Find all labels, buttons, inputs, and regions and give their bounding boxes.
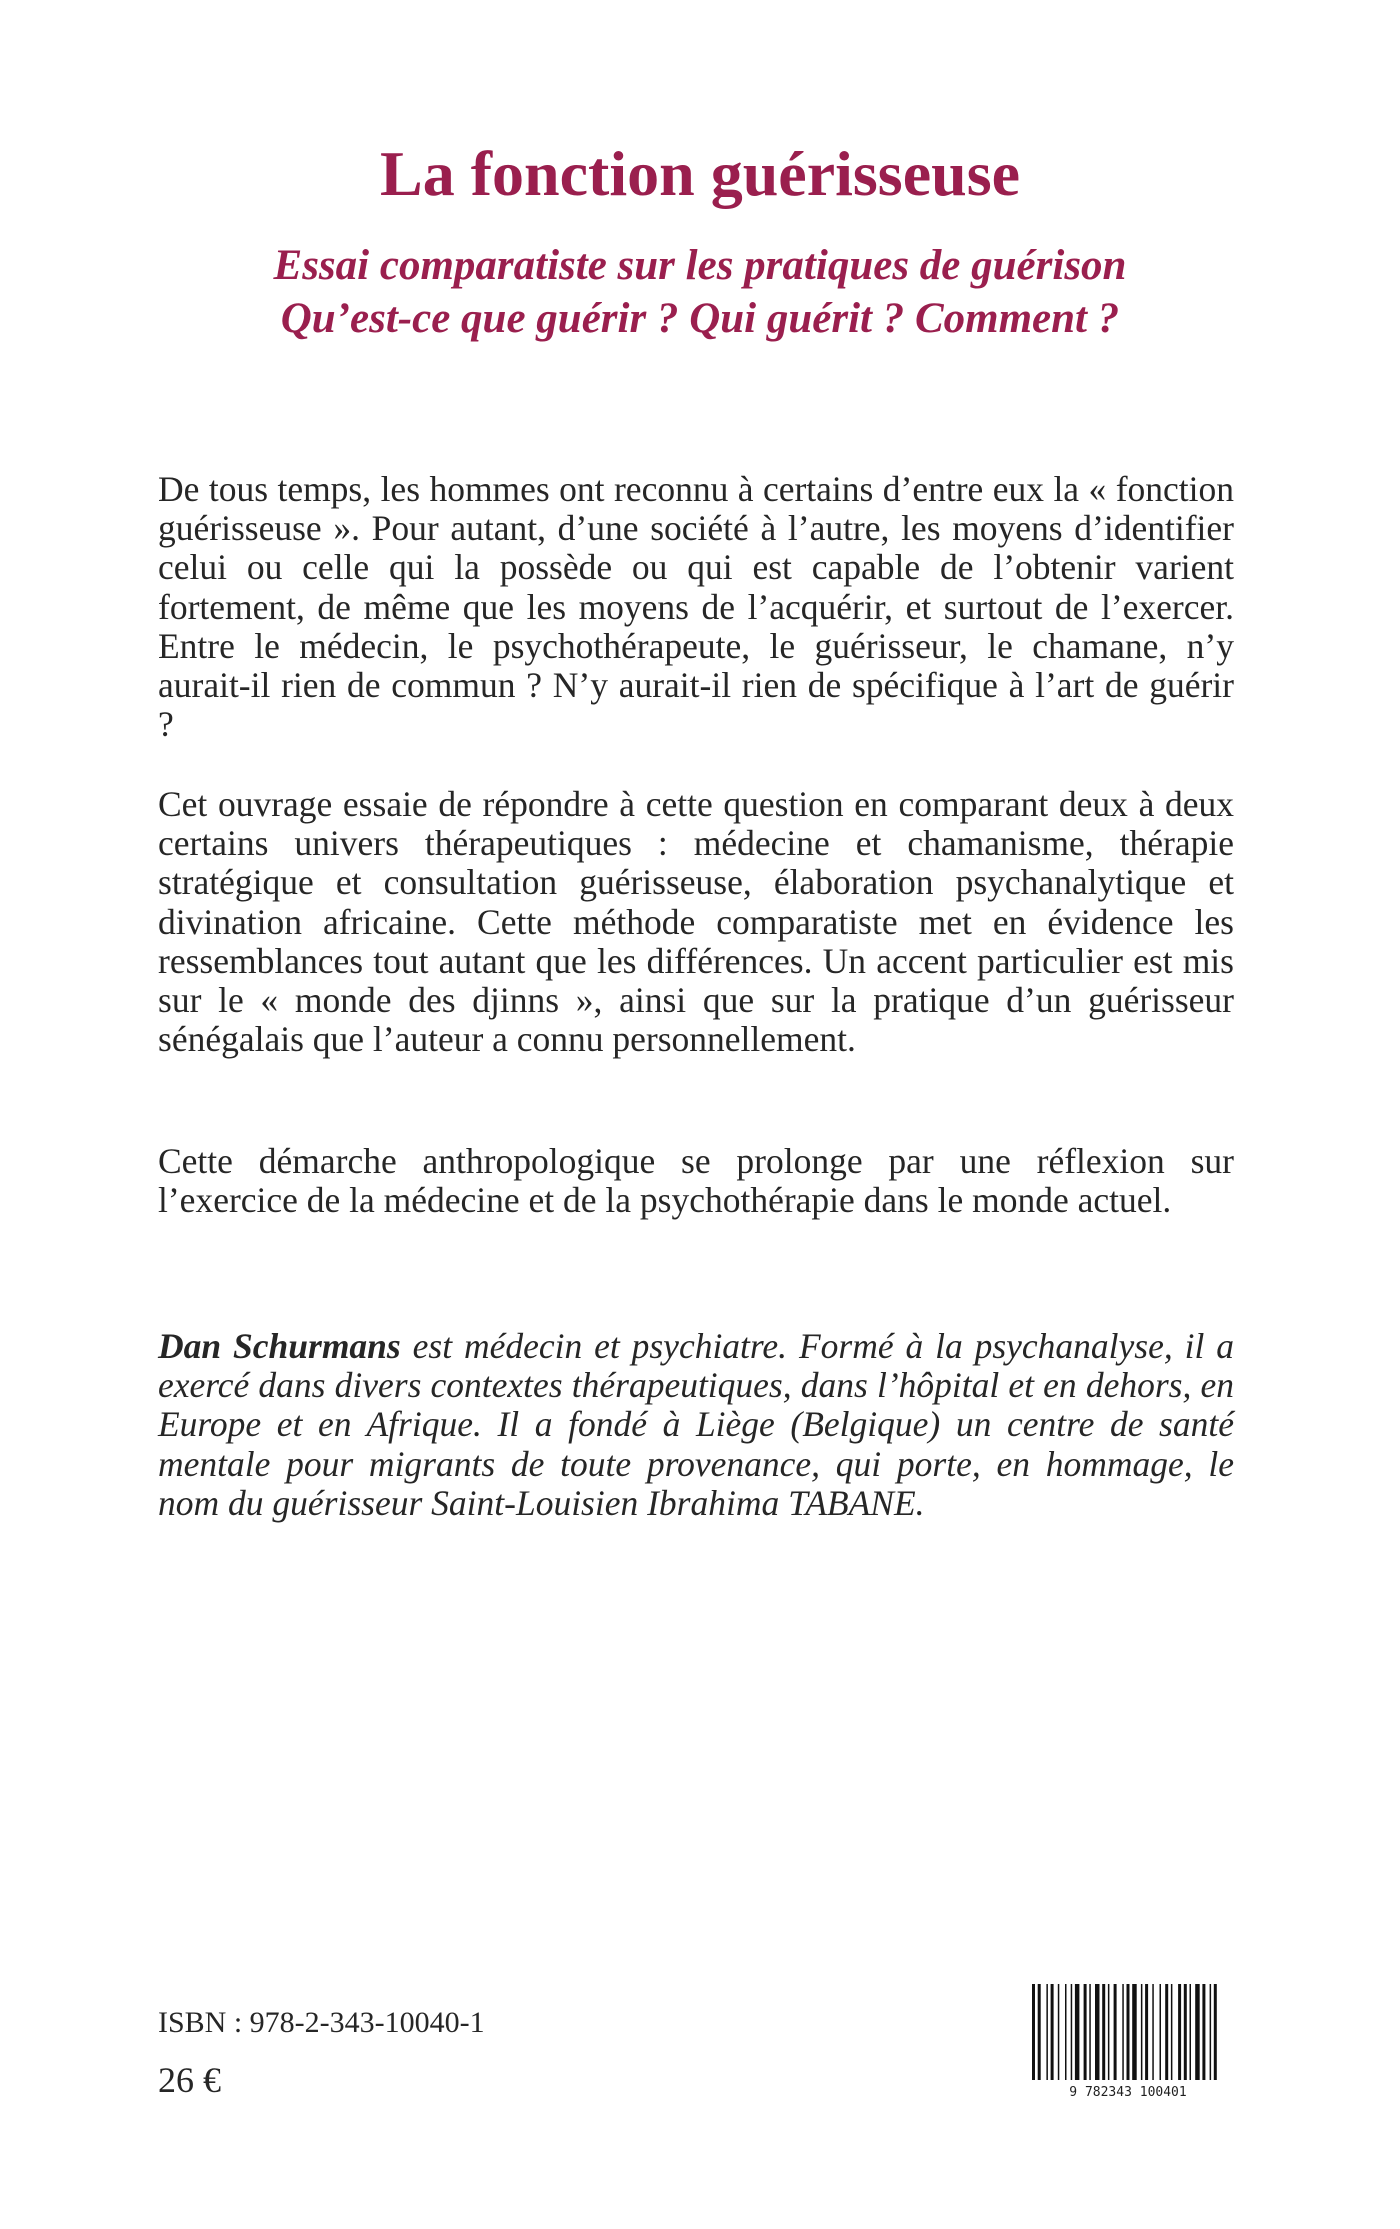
blurb-paragraph-3: Cette démarche anthropologique se prolonge par une réflexion sur l’exercice de la médecine et de la psychothérapie dans le monde actuel. bbox=[158, 1141, 1234, 1221]
barcode-bar bbox=[1178, 1984, 1181, 2080]
barcode-bar bbox=[1084, 1984, 1087, 2080]
barcode-bar bbox=[1032, 1984, 1035, 2080]
barcode-bar bbox=[1102, 1984, 1105, 2080]
barcode-bar bbox=[1038, 1984, 1041, 2080]
subtitle-line-1: Essai comparatiste sur les pratiques de guérison bbox=[273, 242, 1127, 289]
barcode-bar bbox=[1171, 1984, 1173, 2080]
barcode-bar bbox=[1108, 1984, 1110, 2080]
barcode-bar bbox=[1089, 1984, 1091, 2080]
blurb-paragraph-1: De tous temps, les hommes ont reconnu à certains d’entre eux la « fonction guérisseuse ». Pour autant, d’une société à l’autre, les moyens d’identifier celui ou celle qui la possède ou qui est capable de l’obtenir varient fortement, de même que les moyens de l’acquérir, et surtout de l’exercer. Entre le médecin, le psychothérapeute, le guérisseur, le chamane, n’y aurait-il rien de commun ? N’y aurait-il rien de spécifique à l’art de guérir ? bbox=[158, 469, 1234, 745]
subtitle-line-2: Qu’est-ce que guérir ? Qui guérit ? Comment ? bbox=[280, 295, 1120, 342]
barcode bbox=[1028, 1982, 1228, 2102]
barcode-digits: 9 782343 100401 bbox=[1069, 2085, 1187, 2100]
barcode-bar bbox=[1071, 1984, 1073, 2080]
barcode-bar bbox=[1122, 1984, 1124, 2080]
barcode-bar bbox=[1114, 1984, 1117, 2080]
barcode-bar bbox=[1160, 1984, 1162, 2080]
barcode-bar bbox=[1095, 1984, 1100, 2080]
barcode-bar bbox=[1184, 1984, 1187, 2080]
barcode-bar bbox=[1051, 1984, 1054, 2080]
barcode-bar bbox=[1190, 1984, 1192, 2080]
price: 26 € bbox=[158, 2060, 221, 2100]
isbn: ISBN : 978-2-343-10040-1 bbox=[158, 2006, 485, 2039]
barcode-bar bbox=[1152, 1984, 1154, 2080]
barcode-bar bbox=[1132, 1984, 1137, 2080]
book-title: La fonction guérisseuse bbox=[380, 138, 1020, 209]
barcode-bar bbox=[1145, 1984, 1148, 2080]
author-bio bbox=[158, 1327, 1234, 1523]
barcode-bar bbox=[1075, 1984, 1080, 2080]
author-name: Dan Schurmans bbox=[158, 1326, 401, 1366]
barcode-bar bbox=[1127, 1984, 1130, 2080]
barcode-bar bbox=[1058, 1984, 1060, 2080]
barcode-bar bbox=[1210, 1984, 1212, 2080]
barcode-bar bbox=[1165, 1984, 1168, 2080]
barcode-bar bbox=[1065, 1984, 1067, 2080]
barcode-bar bbox=[1046, 1984, 1048, 2080]
author-bio-text: est médecin et psychiatre. Formé à la psychanalyse, il a exercé dans divers contextes thérapeutiques, dans l’hôpital et en dehors, en Europe et en Afrique. Il a fondé à Liège (Belgique) un centre de santé mentale pour migrants de toute provenance, qui porte, en hommage, le nom du guérisseur Saint-Louisien Ibrahima TABANE. bbox=[158, 1326, 1234, 1523]
barcode-bar bbox=[1214, 1984, 1217, 2080]
barcode-bar bbox=[1141, 1984, 1143, 2080]
barcode-bar bbox=[1195, 1984, 1200, 2080]
blurb-paragraph-2: Cet ouvrage essaie de répondre à cette question en comparant deux à deux certains univers thérapeutiques : médecine et chamanisme, thérapie stratégique et consultation guérisseuse, élaboration psychanalytique et divination africaine. Cette méthode comparatiste met en évidence les ressemblances tout autant que les différences. Un accent particulier est mis sur le « monde des djinns », ainsi que sur la pratique d’un guérisseur sénégalais que l’auteur a connu personnellement. bbox=[158, 784, 1234, 1060]
barcode-bar bbox=[1202, 1984, 1205, 2080]
